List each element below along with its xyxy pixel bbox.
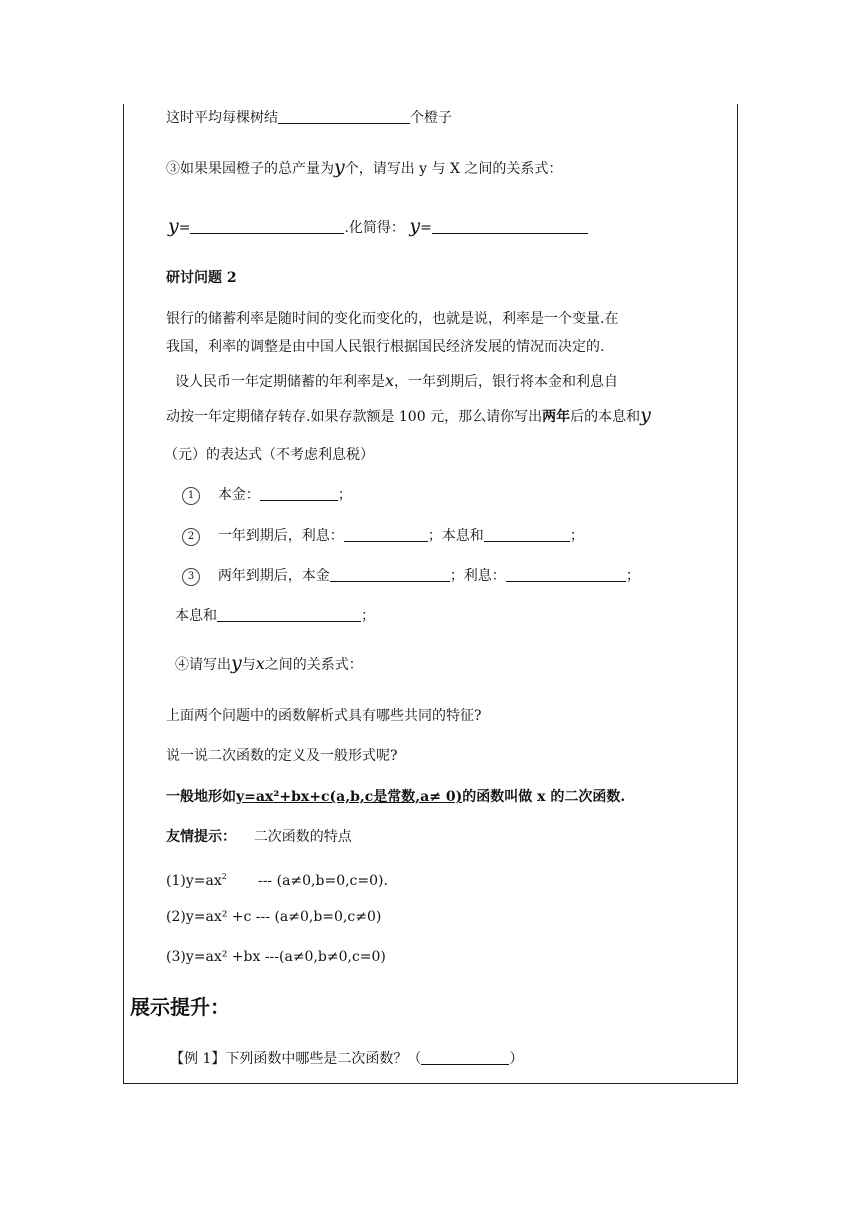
variable-y: y <box>168 215 179 237</box>
variable-y: y <box>231 652 242 674</box>
deposit-paragraph-line-1 <box>175 370 618 393</box>
item-end: ； <box>361 608 375 624</box>
question-text-end: 个，请写出 y 与 X 之间的关系式： <box>344 161 563 177</box>
question-text: ④请写出 <box>175 657 231 673</box>
feature-3: (3)y=ax² +bx ---(a≠0,b≠0,c=0) <box>166 949 386 965</box>
item-label: 两年到期后，本金 <box>217 568 330 584</box>
item-3-second-year <box>182 565 640 587</box>
fruit-average-text: 这时平均每棵树结 <box>166 110 278 126</box>
friendly-tip <box>166 826 352 848</box>
tip-label: 友情提示： <box>166 829 236 845</box>
tip-text: 二次函数的特点 <box>253 829 352 845</box>
general-form: y=ax²+bx+c(a,b,c是常数,a≠ 0) <box>236 789 463 805</box>
two-years-emphasis: 两年 <box>542 409 571 425</box>
answer-blank <box>484 527 570 542</box>
variable-x: x <box>385 371 395 390</box>
circled-number-1: 1 <box>182 487 200 505</box>
item-end: ； <box>569 528 584 544</box>
content-table-cell <box>123 104 738 1084</box>
question-text: 之间的关系式： <box>264 657 363 673</box>
example-1 <box>170 1048 523 1070</box>
item-mid: ；本息和 <box>427 528 484 544</box>
variable-y: y <box>409 215 421 237</box>
interest-paragraph-line-1: 银行的储蓄利率是随时间的变化而变化的，也就是说，利率是一个变量.在 <box>166 311 619 327</box>
answer-blank <box>190 219 344 234</box>
answer-blank <box>260 486 338 501</box>
item-label: 一年到期后，利息： <box>217 528 344 544</box>
paragraph-text: 设人民币一年定期储蓄的年利率是 <box>175 374 385 390</box>
answer-blank <box>421 1050 509 1065</box>
item-end: ； <box>337 487 352 503</box>
item-mid: ；利息： <box>449 568 506 584</box>
section-heading: 展示提升： <box>130 995 230 1019</box>
orange-total-question <box>166 156 562 180</box>
question-text: 与 <box>241 657 256 673</box>
example-text-end: ） <box>509 1051 524 1067</box>
simplify-label: .化简得： <box>344 220 405 236</box>
item-1-principal <box>182 484 352 506</box>
equals-sign: = <box>178 220 191 236</box>
interest-paragraph-line-2: 我国，利率的调整是由中国人民银行根据国民经济发展的情况而决定的. <box>166 339 605 355</box>
answer-blank <box>217 607 361 622</box>
item-3-continued <box>175 605 375 627</box>
relation-formula-line <box>168 215 588 239</box>
equals-sign: = <box>420 220 432 236</box>
common-feature-question: 上面两个问题中的函数解析式具有哪些共同的特征? <box>166 708 482 724</box>
variable-y: y <box>640 404 651 426</box>
paragraph-text: 后的本息和 <box>570 409 641 425</box>
answer-blank <box>506 567 626 582</box>
item-end: ； <box>625 568 640 584</box>
paragraph-text: 动按一年定期储存转存.如果存款额是 100 元，那么请你写出 <box>166 409 543 425</box>
formula-text: (1)y=ax <box>166 873 222 889</box>
item-label: 本金： <box>217 487 260 503</box>
formula-condition: --- (a≠0,b=0,c=0). <box>257 873 388 889</box>
answer-blank <box>330 567 450 582</box>
fruit-average-line <box>166 107 452 129</box>
deposit-paragraph-line-3: （元）的表达式（不考虑利息税） <box>164 447 374 463</box>
variable-x: x <box>255 654 265 673</box>
variable-y: y <box>334 156 345 178</box>
feature-1 <box>166 866 388 892</box>
exponent: 2 <box>221 872 227 881</box>
answer-blank <box>432 219 588 234</box>
fruit-average-suffix: 个橙子 <box>410 110 452 126</box>
question-text: ③如果果园橙子的总产量为 <box>166 161 334 177</box>
topic-2-heading: 研讨问题 2 <box>166 270 237 286</box>
definition-text: 的函数叫做 x 的二次函数. <box>462 789 626 805</box>
answer-blank <box>278 109 410 124</box>
feature-2: (2)y=ax² +c --- (a≠0,b=0,c≠0) <box>166 909 382 925</box>
question-4 <box>175 652 363 676</box>
quadratic-definition <box>166 786 625 808</box>
item-2-first-year <box>182 525 584 547</box>
definition-text: 一般地形如 <box>166 789 236 805</box>
item-label: 本息和 <box>175 608 217 624</box>
definition-question: 说一说二次函数的定义及一般形式呢? <box>166 748 398 764</box>
circled-number-2: 2 <box>182 528 200 546</box>
deposit-paragraph-line-2 <box>166 404 651 428</box>
answer-blank <box>344 527 428 542</box>
paragraph-text: ，一年到期后，银行将本金和利息自 <box>394 374 619 390</box>
example-text: 【例 1】下列函数中哪些是二次函数？（ <box>170 1051 422 1067</box>
circled-number-3: 3 <box>182 568 200 586</box>
